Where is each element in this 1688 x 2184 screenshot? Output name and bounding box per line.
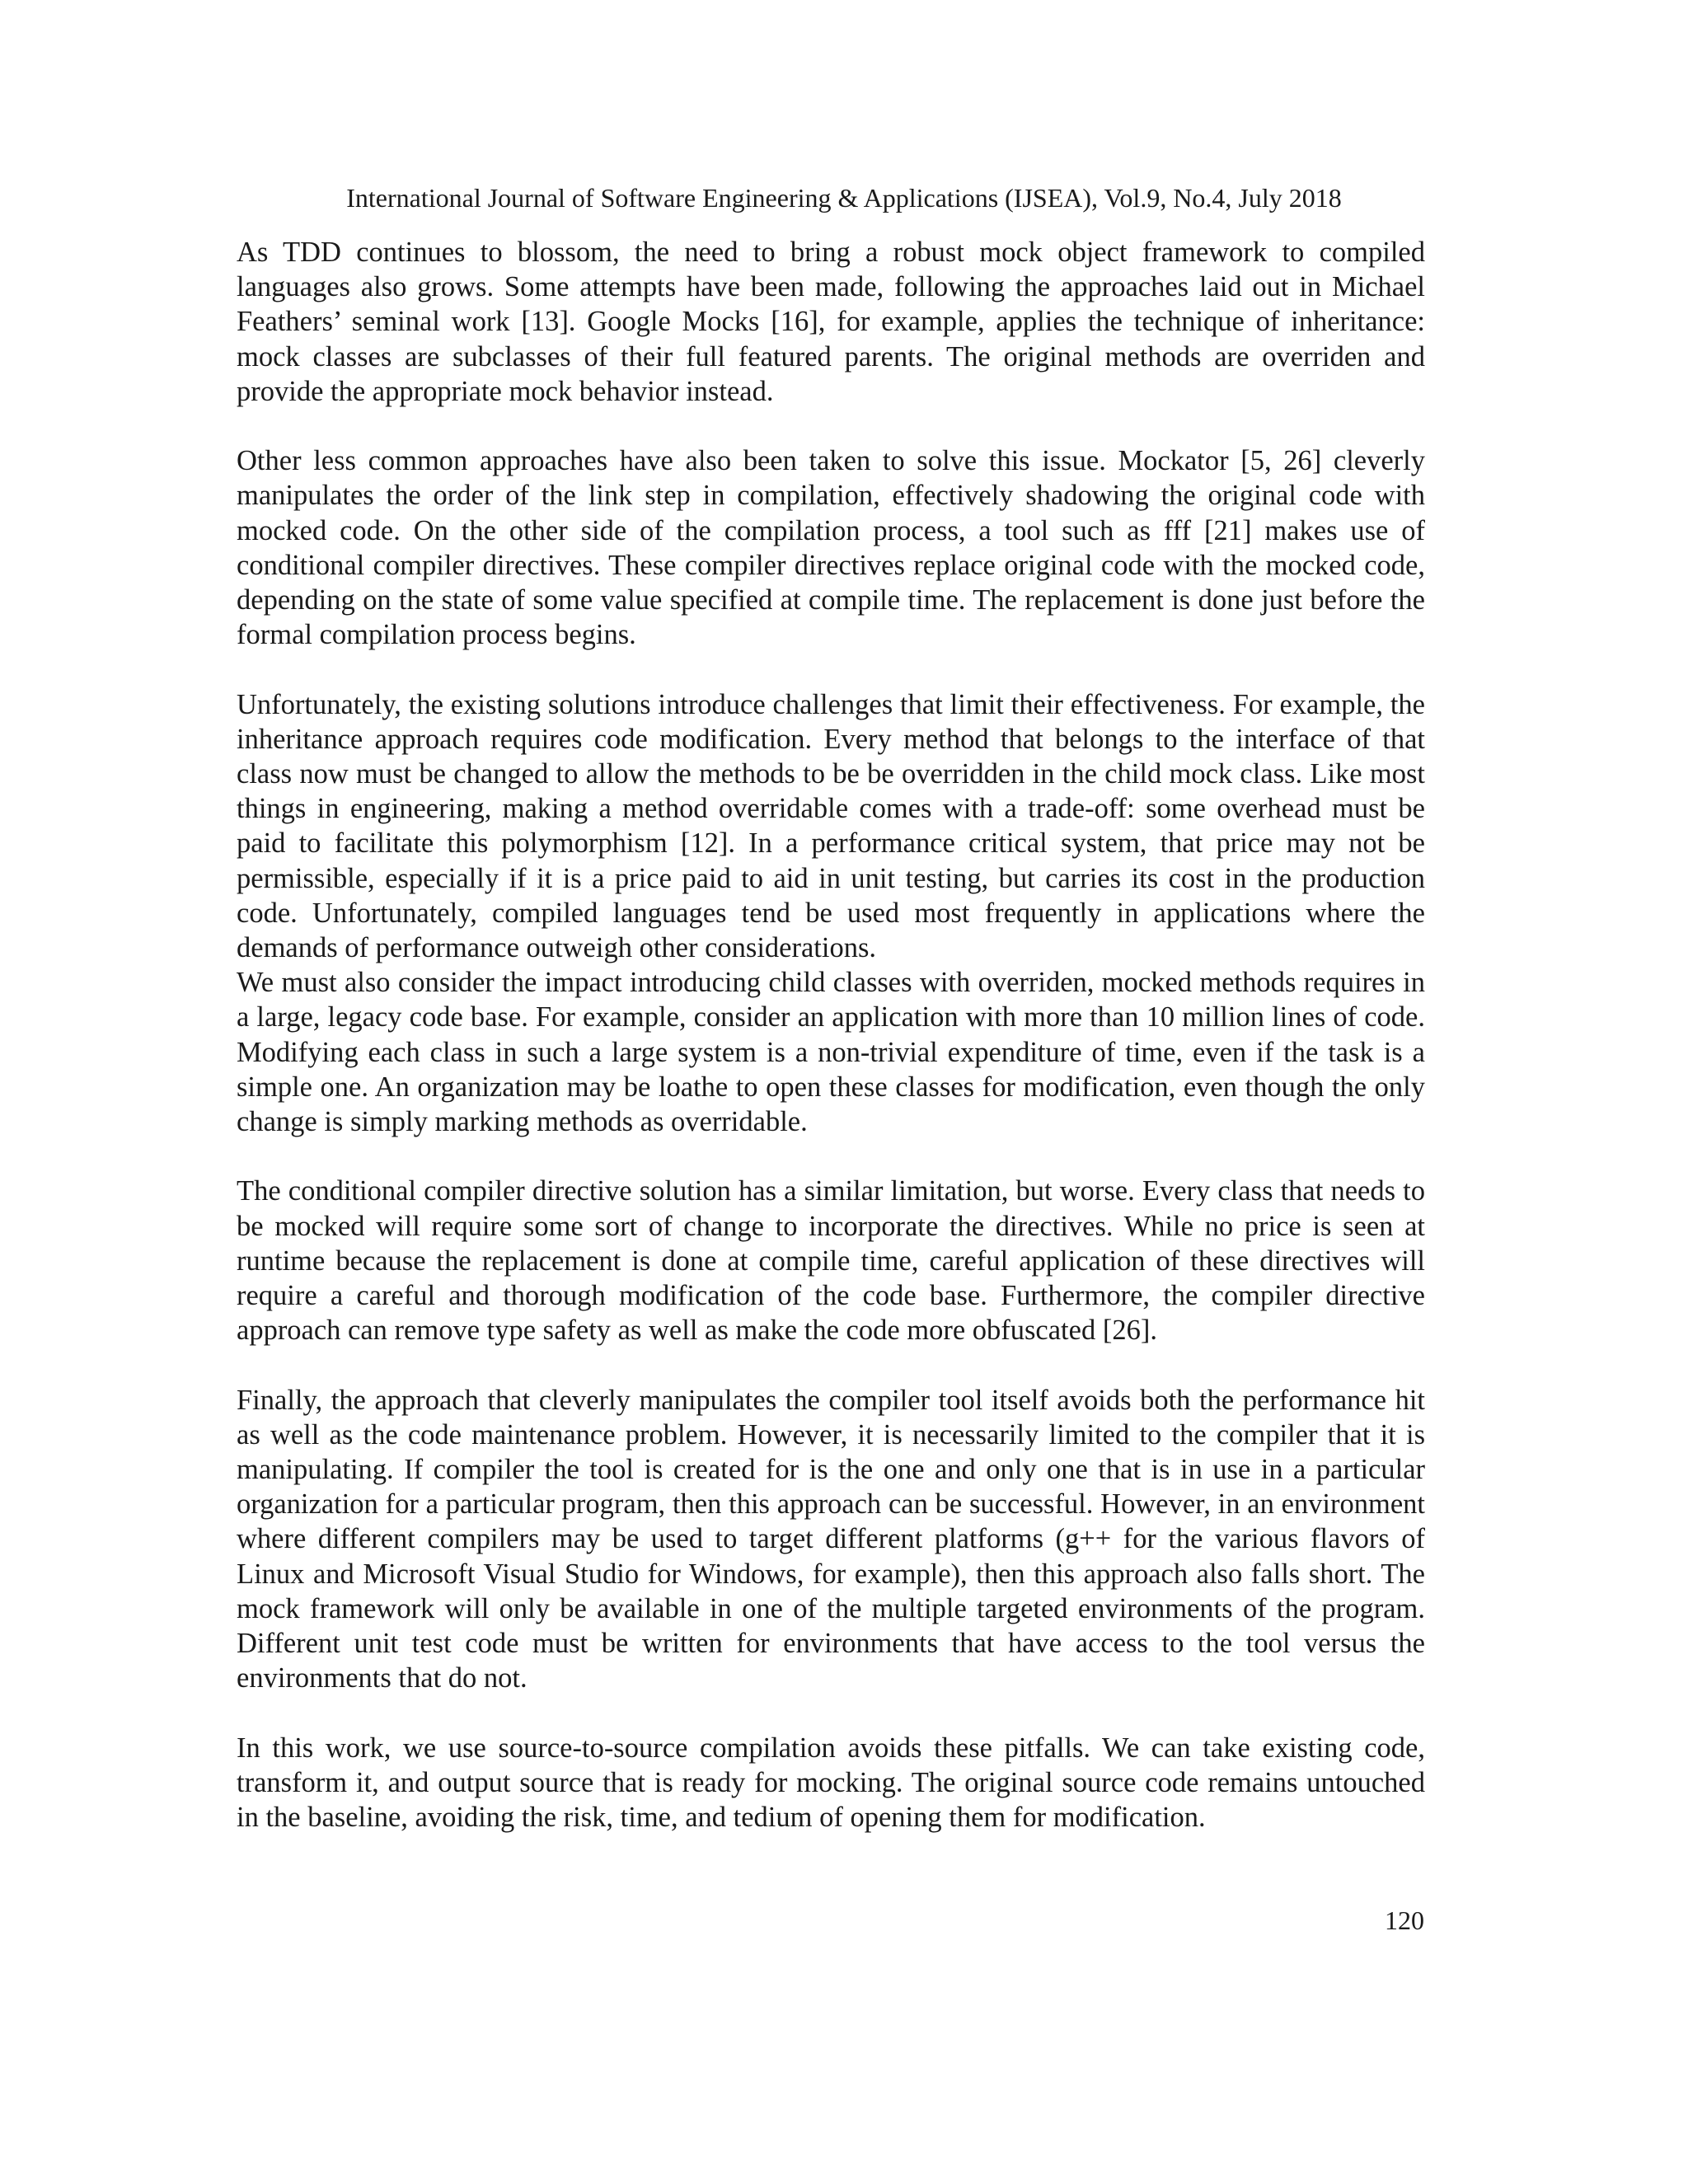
paragraph-source-to-source: In this work, we use source-to-source compilation avoids these pitfalls. We can take existing code, transform it, and output source that is ready for mocking. The original source code remains untouched in the baseline, avoiding the risk, time, and tedium of opening them for modification. xyxy=(237,1732,1425,1834)
paragraph-legacy-code-impact: We must also consider the impact introducing child classes with overriden, mocked methods requires in a large, legacy code base. For example, consider an application with more than 10 million lines of code. Modifying each class in such a large system is a non-trivial expenditure of time, even if the task is a simple one. An organization may be loathe to open these classes for modification, even though the only change is simply marking methods as overridable. xyxy=(237,967,1425,1138)
body-text xyxy=(237,235,1425,1835)
page-number: 120 xyxy=(1385,1905,1424,1935)
paragraph-tdd-mock-frameworks: As TDD continues to blossom, the need to bring a robust mock object framework to compiled languages also grows. Some attempts have been made, following the approaches laid out in Michael Feathers’ seminal work [13]. Google Mocks [16], for example, applies the technique of inheritance: mock classes are subclasses of their full featured parents. The original methods are overriden and provide the appropriate mock behavior instead. xyxy=(237,237,1425,407)
paragraph-other-approaches: Other less common approaches have also been taken to solve this issue. Mockator [5, 26] cleverly manipulates the order of the link step in compilation, effectively shadowing the original code with mocked code. On the other side of the compilation process, a tool such as fff [21] makes use of conditional compiler directives. These compiler directives replace original code with the mocked code, depending on the state of some value specified at compile time. The replacement is done just before the formal compilation process begins. xyxy=(237,445,1425,651)
paragraph-compiler-tool-approach: Finally, the approach that cleverly manipulates the compiler tool itself avoids both the performance hit as well as the code maintenance problem. However, it is necessarily limited to the compiler that it is manipulating. If compiler the tool is created for is the one and only one that is in use in a particular organization for a particular program, then this approach can be successful. However, in an environment where different compilers may be used to target different platforms (g++ for the various flavors of Linux and Microsoft Visual Studio for Windows, for example), then this approach also falls short. The mock framework will only be available in one of the multiple targeted environments of the program. Different unit test code must be written for environments that have access to the tool versus the environments that do not. xyxy=(237,1384,1425,1694)
running-header: International Journal of Software Engineering & Applications (IJSEA), Vol.9, No.4, July 2018 xyxy=(346,183,1342,213)
paragraph-compiler-directive-limitation: The conditional compiler directive solution has a similar limitation, but worse. Every class that needs to be mocked will require some sort of change to incorporate the directives. While no price is seen at runtime because the replacement is done at compile time, careful application of these directives will require a careful and thorough modification of the code base. Furthermore, the compiler directive approach can remove type safety as well as make the code more obfuscated [26]. xyxy=(237,1175,1425,1347)
paragraph-inheritance-challenges: Unfortunately, the existing solutions introduce challenges that limit their effectiveness. For example, the inheritance approach requires code modification. Every method that belongs to the interface of that class now must be changed to allow the methods to be be overridden in the child mock class. Like most things in engineering, making a method overridable comes with a trade-off: some overhead must be paid to facilitate this polymorphism [12]. In a performance critical system, that price may not be permissible, especially if it is a price paid to aid in unit testing, but carries its cost in the production code. Unfortunately, compiled languages tend be used most frequently in applications where the demands of performance outweigh other considerations. xyxy=(237,688,1425,964)
